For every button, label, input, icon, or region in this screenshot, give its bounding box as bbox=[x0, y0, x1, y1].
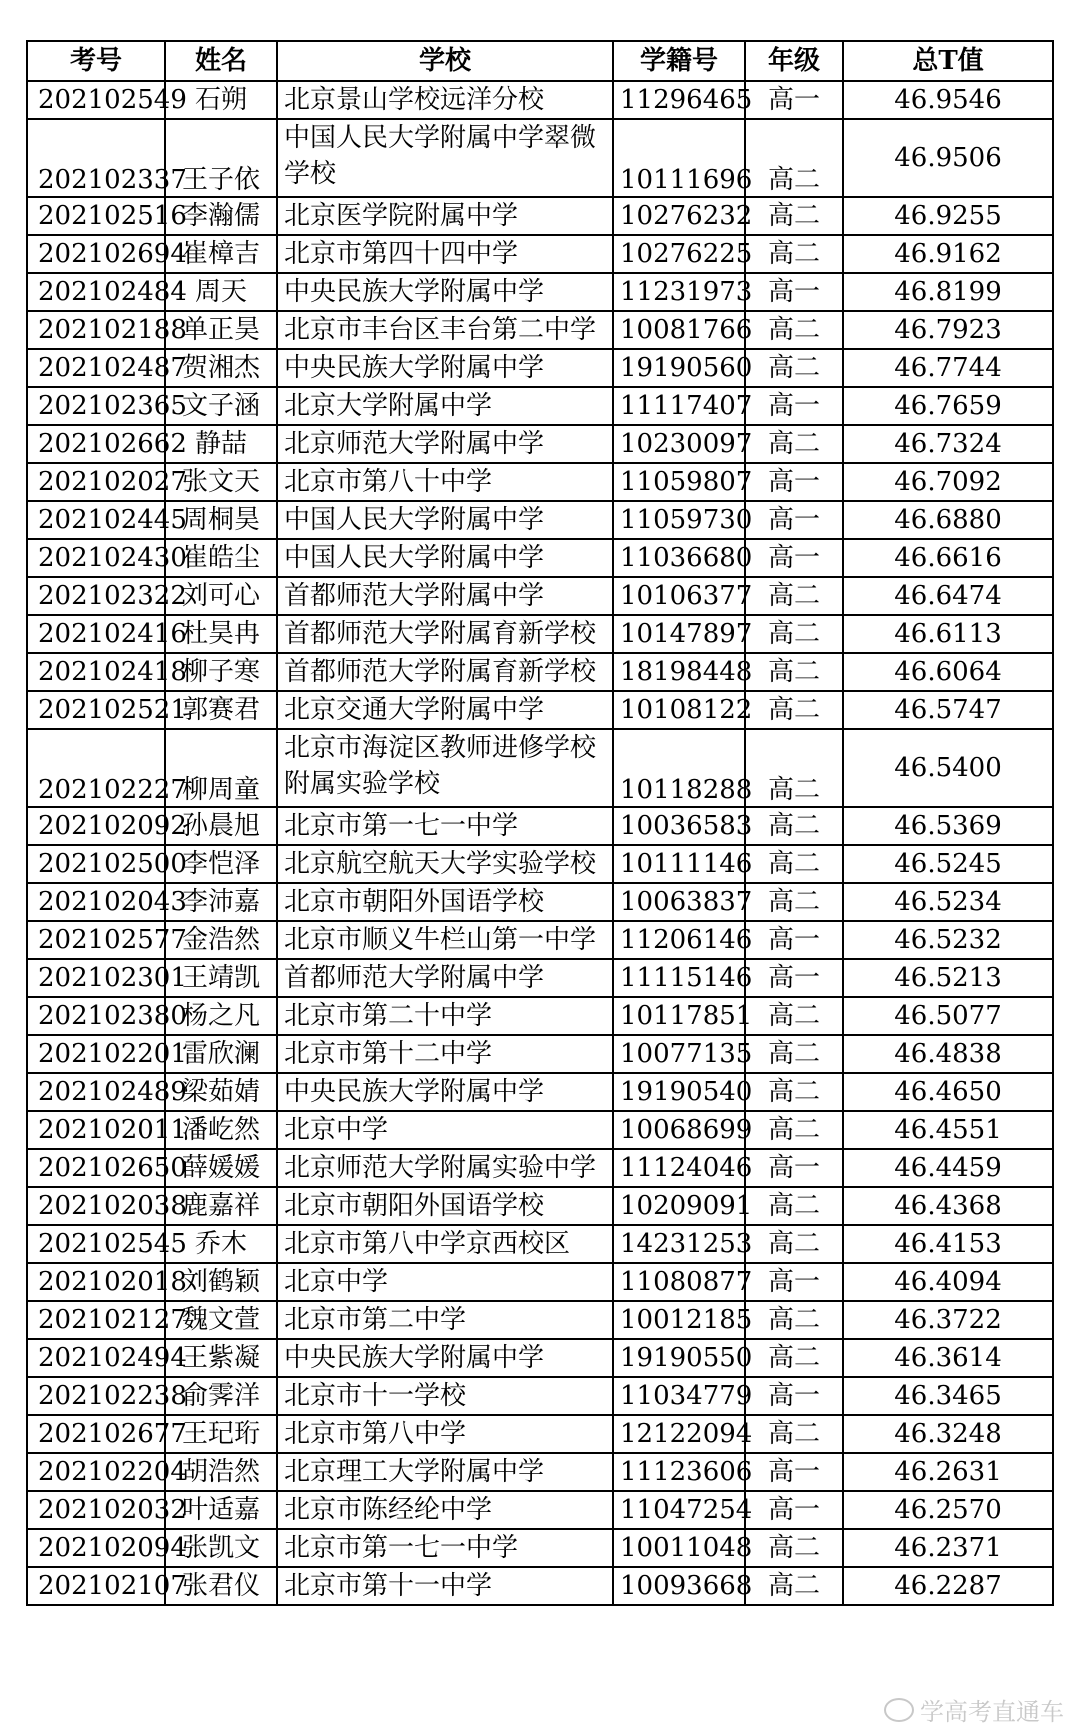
cell-total-t: 46.2631 bbox=[843, 1453, 1053, 1491]
cell-school: 中央民族大学附属中学 bbox=[277, 273, 613, 311]
cell-school: 北京市第八中学 bbox=[277, 1415, 613, 1453]
cell-exam-id: 202102301 bbox=[27, 959, 165, 997]
cell-total-t: 46.7092 bbox=[843, 463, 1053, 501]
cell-exam-id: 202102227 bbox=[27, 729, 165, 807]
cell-exam-id: 202102416 bbox=[27, 615, 165, 653]
cell-name: 柳周童 bbox=[165, 729, 277, 807]
cell-grade: 高一 bbox=[745, 387, 843, 425]
cell-name: 孙晨旭 bbox=[165, 807, 277, 845]
cell-student-id: 10068699 bbox=[613, 1111, 745, 1149]
cell-student-id: 11047254 bbox=[613, 1491, 745, 1529]
cell-school: 中央民族大学附属中学 bbox=[277, 349, 613, 387]
cell-student-id: 18198448 bbox=[613, 653, 745, 691]
cell-grade: 高二 bbox=[745, 615, 843, 653]
cell-exam-id: 202102107 bbox=[27, 1567, 165, 1605]
cell-grade: 高二 bbox=[745, 1339, 843, 1377]
cell-name: 贺湘杰 bbox=[165, 349, 277, 387]
cell-school: 北京市第十二中学 bbox=[277, 1035, 613, 1073]
cell-total-t: 46.4368 bbox=[843, 1187, 1053, 1225]
cell-grade: 高二 bbox=[745, 1415, 843, 1453]
cell-grade: 高二 bbox=[745, 577, 843, 615]
table-row bbox=[27, 425, 1053, 463]
cell-student-id: 10108122 bbox=[613, 691, 745, 729]
cell-name: 杜昊冉 bbox=[165, 615, 277, 653]
cell-name: 崔樟吉 bbox=[165, 235, 277, 273]
table-row bbox=[27, 1567, 1053, 1605]
cell-name: 杨之凡 bbox=[165, 997, 277, 1035]
cell-grade: 高一 bbox=[745, 959, 843, 997]
cell-exam-id: 202102694 bbox=[27, 235, 165, 273]
cell-exam-id: 202102127 bbox=[27, 1301, 165, 1339]
table-row bbox=[27, 997, 1053, 1035]
cell-exam-id: 202102677 bbox=[27, 1415, 165, 1453]
cell-student-id: 19190560 bbox=[613, 349, 745, 387]
cell-student-id: 11059807 bbox=[613, 463, 745, 501]
cell-student-id: 14231253 bbox=[613, 1225, 745, 1263]
cell-name: 梁茹婧 bbox=[165, 1073, 277, 1111]
cell-name: 叶适嘉 bbox=[165, 1491, 277, 1529]
cell-name: 王子依 bbox=[165, 119, 277, 197]
table-body bbox=[27, 81, 1053, 1605]
cell-student-id: 10012185 bbox=[613, 1301, 745, 1339]
wechat-icon bbox=[884, 1698, 914, 1722]
cell-exam-id: 202102545 bbox=[27, 1225, 165, 1263]
watermark bbox=[884, 1692, 1064, 1727]
cell-total-t: 46.9255 bbox=[843, 197, 1053, 235]
cell-student-id: 11124046 bbox=[613, 1149, 745, 1187]
cell-school: 北京师范大学附属实验中学 bbox=[277, 1149, 613, 1187]
cell-name: 张文天 bbox=[165, 463, 277, 501]
cell-grade: 高一 bbox=[745, 1453, 843, 1491]
cell-grade: 高二 bbox=[745, 807, 843, 845]
cell-exam-id: 202102038 bbox=[27, 1187, 165, 1225]
cell-grade: 高二 bbox=[745, 119, 843, 197]
cell-total-t: 46.4094 bbox=[843, 1263, 1053, 1301]
cell-student-id: 10276225 bbox=[613, 235, 745, 273]
cell-school: 北京市朝阳外国语学校 bbox=[277, 883, 613, 921]
cell-student-id: 10081766 bbox=[613, 311, 745, 349]
cell-name: 张凯文 bbox=[165, 1529, 277, 1567]
cell-student-id: 11117407 bbox=[613, 387, 745, 425]
cell-total-t: 46.4650 bbox=[843, 1073, 1053, 1111]
cell-exam-id: 202102322 bbox=[27, 577, 165, 615]
cell-name: 雷欣澜 bbox=[165, 1035, 277, 1073]
cell-name: 刘可心 bbox=[165, 577, 277, 615]
cell-student-id: 10111146 bbox=[613, 845, 745, 883]
cell-total-t: 46.5369 bbox=[843, 807, 1053, 845]
cell-name: 薛媛媛 bbox=[165, 1149, 277, 1187]
cell-school: 首都师范大学附属育新学校 bbox=[277, 615, 613, 653]
cell-name: 周天 bbox=[165, 273, 277, 311]
cell-school: 北京市第十一中学 bbox=[277, 1567, 613, 1605]
cell-exam-id: 202102043 bbox=[27, 883, 165, 921]
cell-student-id: 10011048 bbox=[613, 1529, 745, 1567]
cell-name: 石朔 bbox=[165, 81, 277, 119]
cell-school: 北京市第八中学京西校区 bbox=[277, 1225, 613, 1263]
header-school: 学校 bbox=[277, 41, 613, 81]
table-row bbox=[27, 959, 1053, 997]
cell-school: 中国人民大学附属中学 bbox=[277, 539, 613, 577]
cell-student-id: 10077135 bbox=[613, 1035, 745, 1073]
cell-grade: 高二 bbox=[745, 997, 843, 1035]
cell-school: 北京医学院附属中学 bbox=[277, 197, 613, 235]
cell-total-t: 46.9546 bbox=[843, 81, 1053, 119]
cell-school: 北京大学附属中学 bbox=[277, 387, 613, 425]
cell-exam-id: 202102418 bbox=[27, 653, 165, 691]
table-row bbox=[27, 1491, 1053, 1529]
cell-total-t: 46.5213 bbox=[843, 959, 1053, 997]
table-row bbox=[27, 729, 1053, 807]
cell-school: 北京市顺义牛栏山第一中学 bbox=[277, 921, 613, 959]
cell-name: 张君仪 bbox=[165, 1567, 277, 1605]
cell-grade: 高一 bbox=[745, 463, 843, 501]
cell-grade: 高一 bbox=[745, 1491, 843, 1529]
cell-grade: 高二 bbox=[745, 1073, 843, 1111]
cell-student-id: 10036583 bbox=[613, 807, 745, 845]
cell-grade: 高二 bbox=[745, 235, 843, 273]
cell-name: 李沛嘉 bbox=[165, 883, 277, 921]
table-row bbox=[27, 1187, 1053, 1225]
cell-school: 北京市朝阳外国语学校 bbox=[277, 1187, 613, 1225]
cell-school: 北京市第八十中学 bbox=[277, 463, 613, 501]
cell-name: 胡浩然 bbox=[165, 1453, 277, 1491]
cell-student-id: 19190550 bbox=[613, 1339, 745, 1377]
header-row bbox=[27, 41, 1053, 81]
score-table bbox=[26, 40, 1054, 1606]
cell-grade: 高二 bbox=[745, 653, 843, 691]
cell-exam-id: 202102487 bbox=[27, 349, 165, 387]
cell-exam-id: 202102238 bbox=[27, 1377, 165, 1415]
cell-grade: 高二 bbox=[745, 691, 843, 729]
table-row bbox=[27, 921, 1053, 959]
cell-student-id: 10230097 bbox=[613, 425, 745, 463]
cell-student-id: 10106377 bbox=[613, 577, 745, 615]
table-row bbox=[27, 807, 1053, 845]
cell-exam-id: 202102430 bbox=[27, 539, 165, 577]
cell-total-t: 46.3465 bbox=[843, 1377, 1053, 1415]
cell-student-id: 11115146 bbox=[613, 959, 745, 997]
cell-exam-id: 202102662 bbox=[27, 425, 165, 463]
cell-grade: 高二 bbox=[745, 883, 843, 921]
watermark-text: 学高考直通车 bbox=[920, 1698, 1064, 1726]
table-row bbox=[27, 1225, 1053, 1263]
cell-school: 北京交通大学附属中学 bbox=[277, 691, 613, 729]
cell-exam-id: 202102018 bbox=[27, 1263, 165, 1301]
cell-exam-id: 202102027 bbox=[27, 463, 165, 501]
cell-total-t: 46.6113 bbox=[843, 615, 1053, 653]
cell-school: 北京航空航天大学实验学校 bbox=[277, 845, 613, 883]
cell-school: 北京中学 bbox=[277, 1111, 613, 1149]
cell-name: 潘屹然 bbox=[165, 1111, 277, 1149]
table-row bbox=[27, 1301, 1053, 1339]
table-row bbox=[27, 1111, 1053, 1149]
cell-exam-id: 202102092 bbox=[27, 807, 165, 845]
cell-total-t: 46.6616 bbox=[843, 539, 1053, 577]
cell-total-t: 46.9506 bbox=[843, 119, 1053, 197]
table-row bbox=[27, 1339, 1053, 1377]
table-row bbox=[27, 653, 1053, 691]
cell-student-id: 11123606 bbox=[613, 1453, 745, 1491]
cell-student-id: 10118288 bbox=[613, 729, 745, 807]
cell-grade: 高一 bbox=[745, 1377, 843, 1415]
cell-school: 北京市丰台区丰台第二中学 bbox=[277, 311, 613, 349]
cell-total-t: 46.5232 bbox=[843, 921, 1053, 959]
cell-total-t: 46.2570 bbox=[843, 1491, 1053, 1529]
cell-name: 乔木 bbox=[165, 1225, 277, 1263]
header-exam-id: 考号 bbox=[27, 41, 165, 81]
cell-grade: 高二 bbox=[745, 349, 843, 387]
cell-grade: 高二 bbox=[745, 1225, 843, 1263]
cell-total-t: 46.5077 bbox=[843, 997, 1053, 1035]
cell-student-id: 10147897 bbox=[613, 615, 745, 653]
cell-school: 北京理工大学附属中学 bbox=[277, 1453, 613, 1491]
cell-school: 中国人民大学附属中学 bbox=[277, 501, 613, 539]
table-row bbox=[27, 235, 1053, 273]
table-row bbox=[27, 691, 1053, 729]
cell-total-t: 46.5400 bbox=[843, 729, 1053, 807]
cell-exam-id: 202102516 bbox=[27, 197, 165, 235]
cell-grade: 高二 bbox=[745, 1301, 843, 1339]
cell-name: 郭赛君 bbox=[165, 691, 277, 729]
cell-exam-id: 202102484 bbox=[27, 273, 165, 311]
table-row bbox=[27, 1035, 1053, 1073]
cell-school: 北京师范大学附属中学 bbox=[277, 425, 613, 463]
cell-total-t: 46.5234 bbox=[843, 883, 1053, 921]
cell-name: 静喆 bbox=[165, 425, 277, 463]
cell-name: 崔皓尘 bbox=[165, 539, 277, 577]
cell-school: 北京市十一学校 bbox=[277, 1377, 613, 1415]
cell-total-t: 46.3248 bbox=[843, 1415, 1053, 1453]
cell-school: 中央民族大学附属中学 bbox=[277, 1339, 613, 1377]
table-row bbox=[27, 119, 1053, 197]
table-row bbox=[27, 615, 1053, 653]
cell-name: 李恺泽 bbox=[165, 845, 277, 883]
cell-grade: 高二 bbox=[745, 1567, 843, 1605]
cell-exam-id: 202102011 bbox=[27, 1111, 165, 1149]
table-row bbox=[27, 1149, 1053, 1187]
cell-school: 中央民族大学附属中学 bbox=[277, 1073, 613, 1111]
cell-school: 北京市第四十四中学 bbox=[277, 235, 613, 273]
cell-exam-id: 202102549 bbox=[27, 81, 165, 119]
cell-grade: 高一 bbox=[745, 81, 843, 119]
cell-student-id: 11080877 bbox=[613, 1263, 745, 1301]
cell-grade: 高二 bbox=[745, 1529, 843, 1567]
cell-total-t: 46.8199 bbox=[843, 273, 1053, 311]
cell-student-id: 11036680 bbox=[613, 539, 745, 577]
cell-total-t: 46.4838 bbox=[843, 1035, 1053, 1073]
cell-name: 柳子寒 bbox=[165, 653, 277, 691]
cell-student-id: 10111696 bbox=[613, 119, 745, 197]
cell-name: 俞霁洋 bbox=[165, 1377, 277, 1415]
header-total-t: 总T值 bbox=[843, 41, 1053, 81]
cell-total-t: 46.6064 bbox=[843, 653, 1053, 691]
cell-grade: 高一 bbox=[745, 921, 843, 959]
cell-student-id: 11231973 bbox=[613, 273, 745, 311]
cell-school: 北京景山学校远洋分校 bbox=[277, 81, 613, 119]
cell-grade: 高一 bbox=[745, 501, 843, 539]
cell-exam-id: 202102445 bbox=[27, 501, 165, 539]
cell-student-id: 10117851 bbox=[613, 997, 745, 1035]
header-name: 姓名 bbox=[165, 41, 277, 81]
cell-total-t: 46.7324 bbox=[843, 425, 1053, 463]
cell-name: 文子涵 bbox=[165, 387, 277, 425]
cell-name: 王靖凯 bbox=[165, 959, 277, 997]
cell-school: 北京中学 bbox=[277, 1263, 613, 1301]
header-student-id: 学籍号 bbox=[613, 41, 745, 81]
cell-student-id: 11034779 bbox=[613, 1377, 745, 1415]
cell-exam-id: 202102489 bbox=[27, 1073, 165, 1111]
cell-total-t: 46.6474 bbox=[843, 577, 1053, 615]
cell-total-t: 46.2371 bbox=[843, 1529, 1053, 1567]
table-row bbox=[27, 577, 1053, 615]
cell-total-t: 46.4551 bbox=[843, 1111, 1053, 1149]
cell-name: 鹿嘉祥 bbox=[165, 1187, 277, 1225]
cell-school: 北京市海淀区教师进修学校附属实验学校 bbox=[277, 729, 613, 807]
cell-total-t: 46.4153 bbox=[843, 1225, 1053, 1263]
table-row bbox=[27, 1453, 1053, 1491]
cell-grade: 高一 bbox=[745, 539, 843, 577]
table-row bbox=[27, 1415, 1053, 1453]
cell-name: 单正昊 bbox=[165, 311, 277, 349]
cell-total-t: 46.3614 bbox=[843, 1339, 1053, 1377]
cell-grade: 高二 bbox=[745, 845, 843, 883]
cell-exam-id: 202102500 bbox=[27, 845, 165, 883]
cell-grade: 高二 bbox=[745, 1111, 843, 1149]
cell-total-t: 46.9162 bbox=[843, 235, 1053, 273]
cell-exam-id: 202102337 bbox=[27, 119, 165, 197]
cell-student-id: 19190540 bbox=[613, 1073, 745, 1111]
cell-name: 李瀚儒 bbox=[165, 197, 277, 235]
cell-total-t: 46.5245 bbox=[843, 845, 1053, 883]
cell-student-id: 11059730 bbox=[613, 501, 745, 539]
cell-grade: 高二 bbox=[745, 1187, 843, 1225]
cell-exam-id: 202102577 bbox=[27, 921, 165, 959]
cell-exam-id: 202102094 bbox=[27, 1529, 165, 1567]
cell-exam-id: 202102188 bbox=[27, 311, 165, 349]
header-grade: 年级 bbox=[745, 41, 843, 81]
cell-school: 首都师范大学附属中学 bbox=[277, 959, 613, 997]
cell-grade: 高一 bbox=[745, 1149, 843, 1187]
table-row bbox=[27, 501, 1053, 539]
cell-student-id: 10209091 bbox=[613, 1187, 745, 1225]
cell-exam-id: 202102494 bbox=[27, 1339, 165, 1377]
cell-name: 周桐昊 bbox=[165, 501, 277, 539]
table-row bbox=[27, 81, 1053, 119]
cell-exam-id: 202102204 bbox=[27, 1453, 165, 1491]
table-row bbox=[27, 883, 1053, 921]
cell-student-id: 10093668 bbox=[613, 1567, 745, 1605]
cell-total-t: 46.5747 bbox=[843, 691, 1053, 729]
cell-school: 北京市第一七一中学 bbox=[277, 1529, 613, 1567]
cell-total-t: 46.3722 bbox=[843, 1301, 1053, 1339]
cell-exam-id: 202102032 bbox=[27, 1491, 165, 1529]
cell-grade: 高二 bbox=[745, 311, 843, 349]
cell-student-id: 12122094 bbox=[613, 1415, 745, 1453]
cell-exam-id: 202102201 bbox=[27, 1035, 165, 1073]
cell-student-id: 11296465 bbox=[613, 81, 745, 119]
cell-total-t: 46.7659 bbox=[843, 387, 1053, 425]
cell-name: 王玘珩 bbox=[165, 1415, 277, 1453]
cell-exam-id: 202102650 bbox=[27, 1149, 165, 1187]
cell-grade: 高二 bbox=[745, 425, 843, 463]
table-row bbox=[27, 845, 1053, 883]
cell-exam-id: 202102365 bbox=[27, 387, 165, 425]
cell-total-t: 46.7744 bbox=[843, 349, 1053, 387]
cell-name: 王紫凝 bbox=[165, 1339, 277, 1377]
cell-student-id: 10063837 bbox=[613, 883, 745, 921]
cell-name: 刘鹤颖 bbox=[165, 1263, 277, 1301]
cell-total-t: 46.6880 bbox=[843, 501, 1053, 539]
cell-grade: 高一 bbox=[745, 1263, 843, 1301]
table-row bbox=[27, 539, 1053, 577]
table-row bbox=[27, 463, 1053, 501]
cell-school: 北京市陈经纶中学 bbox=[277, 1491, 613, 1529]
cell-grade: 高二 bbox=[745, 729, 843, 807]
table-row bbox=[27, 197, 1053, 235]
cell-school: 首都师范大学附属育新学校 bbox=[277, 653, 613, 691]
cell-name: 魏文萱 bbox=[165, 1301, 277, 1339]
table-row bbox=[27, 349, 1053, 387]
cell-total-t: 46.4459 bbox=[843, 1149, 1053, 1187]
cell-grade: 高一 bbox=[745, 273, 843, 311]
cell-school: 北京市第二中学 bbox=[277, 1301, 613, 1339]
cell-grade: 高二 bbox=[745, 1035, 843, 1073]
table-row bbox=[27, 273, 1053, 311]
cell-student-id: 10276232 bbox=[613, 197, 745, 235]
cell-grade: 高二 bbox=[745, 197, 843, 235]
cell-total-t: 46.2287 bbox=[843, 1567, 1053, 1605]
cell-school: 中国人民大学附属中学翠微学校 bbox=[277, 119, 613, 197]
cell-student-id: 11206146 bbox=[613, 921, 745, 959]
table-row bbox=[27, 1073, 1053, 1111]
cell-school: 北京市第二十中学 bbox=[277, 997, 613, 1035]
cell-total-t: 46.7923 bbox=[843, 311, 1053, 349]
cell-school: 首都师范大学附属中学 bbox=[277, 577, 613, 615]
table-row bbox=[27, 1529, 1053, 1567]
cell-name: 金浩然 bbox=[165, 921, 277, 959]
table-row bbox=[27, 387, 1053, 425]
cell-exam-id: 202102380 bbox=[27, 997, 165, 1035]
table-row bbox=[27, 311, 1053, 349]
cell-school: 北京市第一七一中学 bbox=[277, 807, 613, 845]
table-row bbox=[27, 1377, 1053, 1415]
table-row bbox=[27, 1263, 1053, 1301]
cell-exam-id: 202102521 bbox=[27, 691, 165, 729]
